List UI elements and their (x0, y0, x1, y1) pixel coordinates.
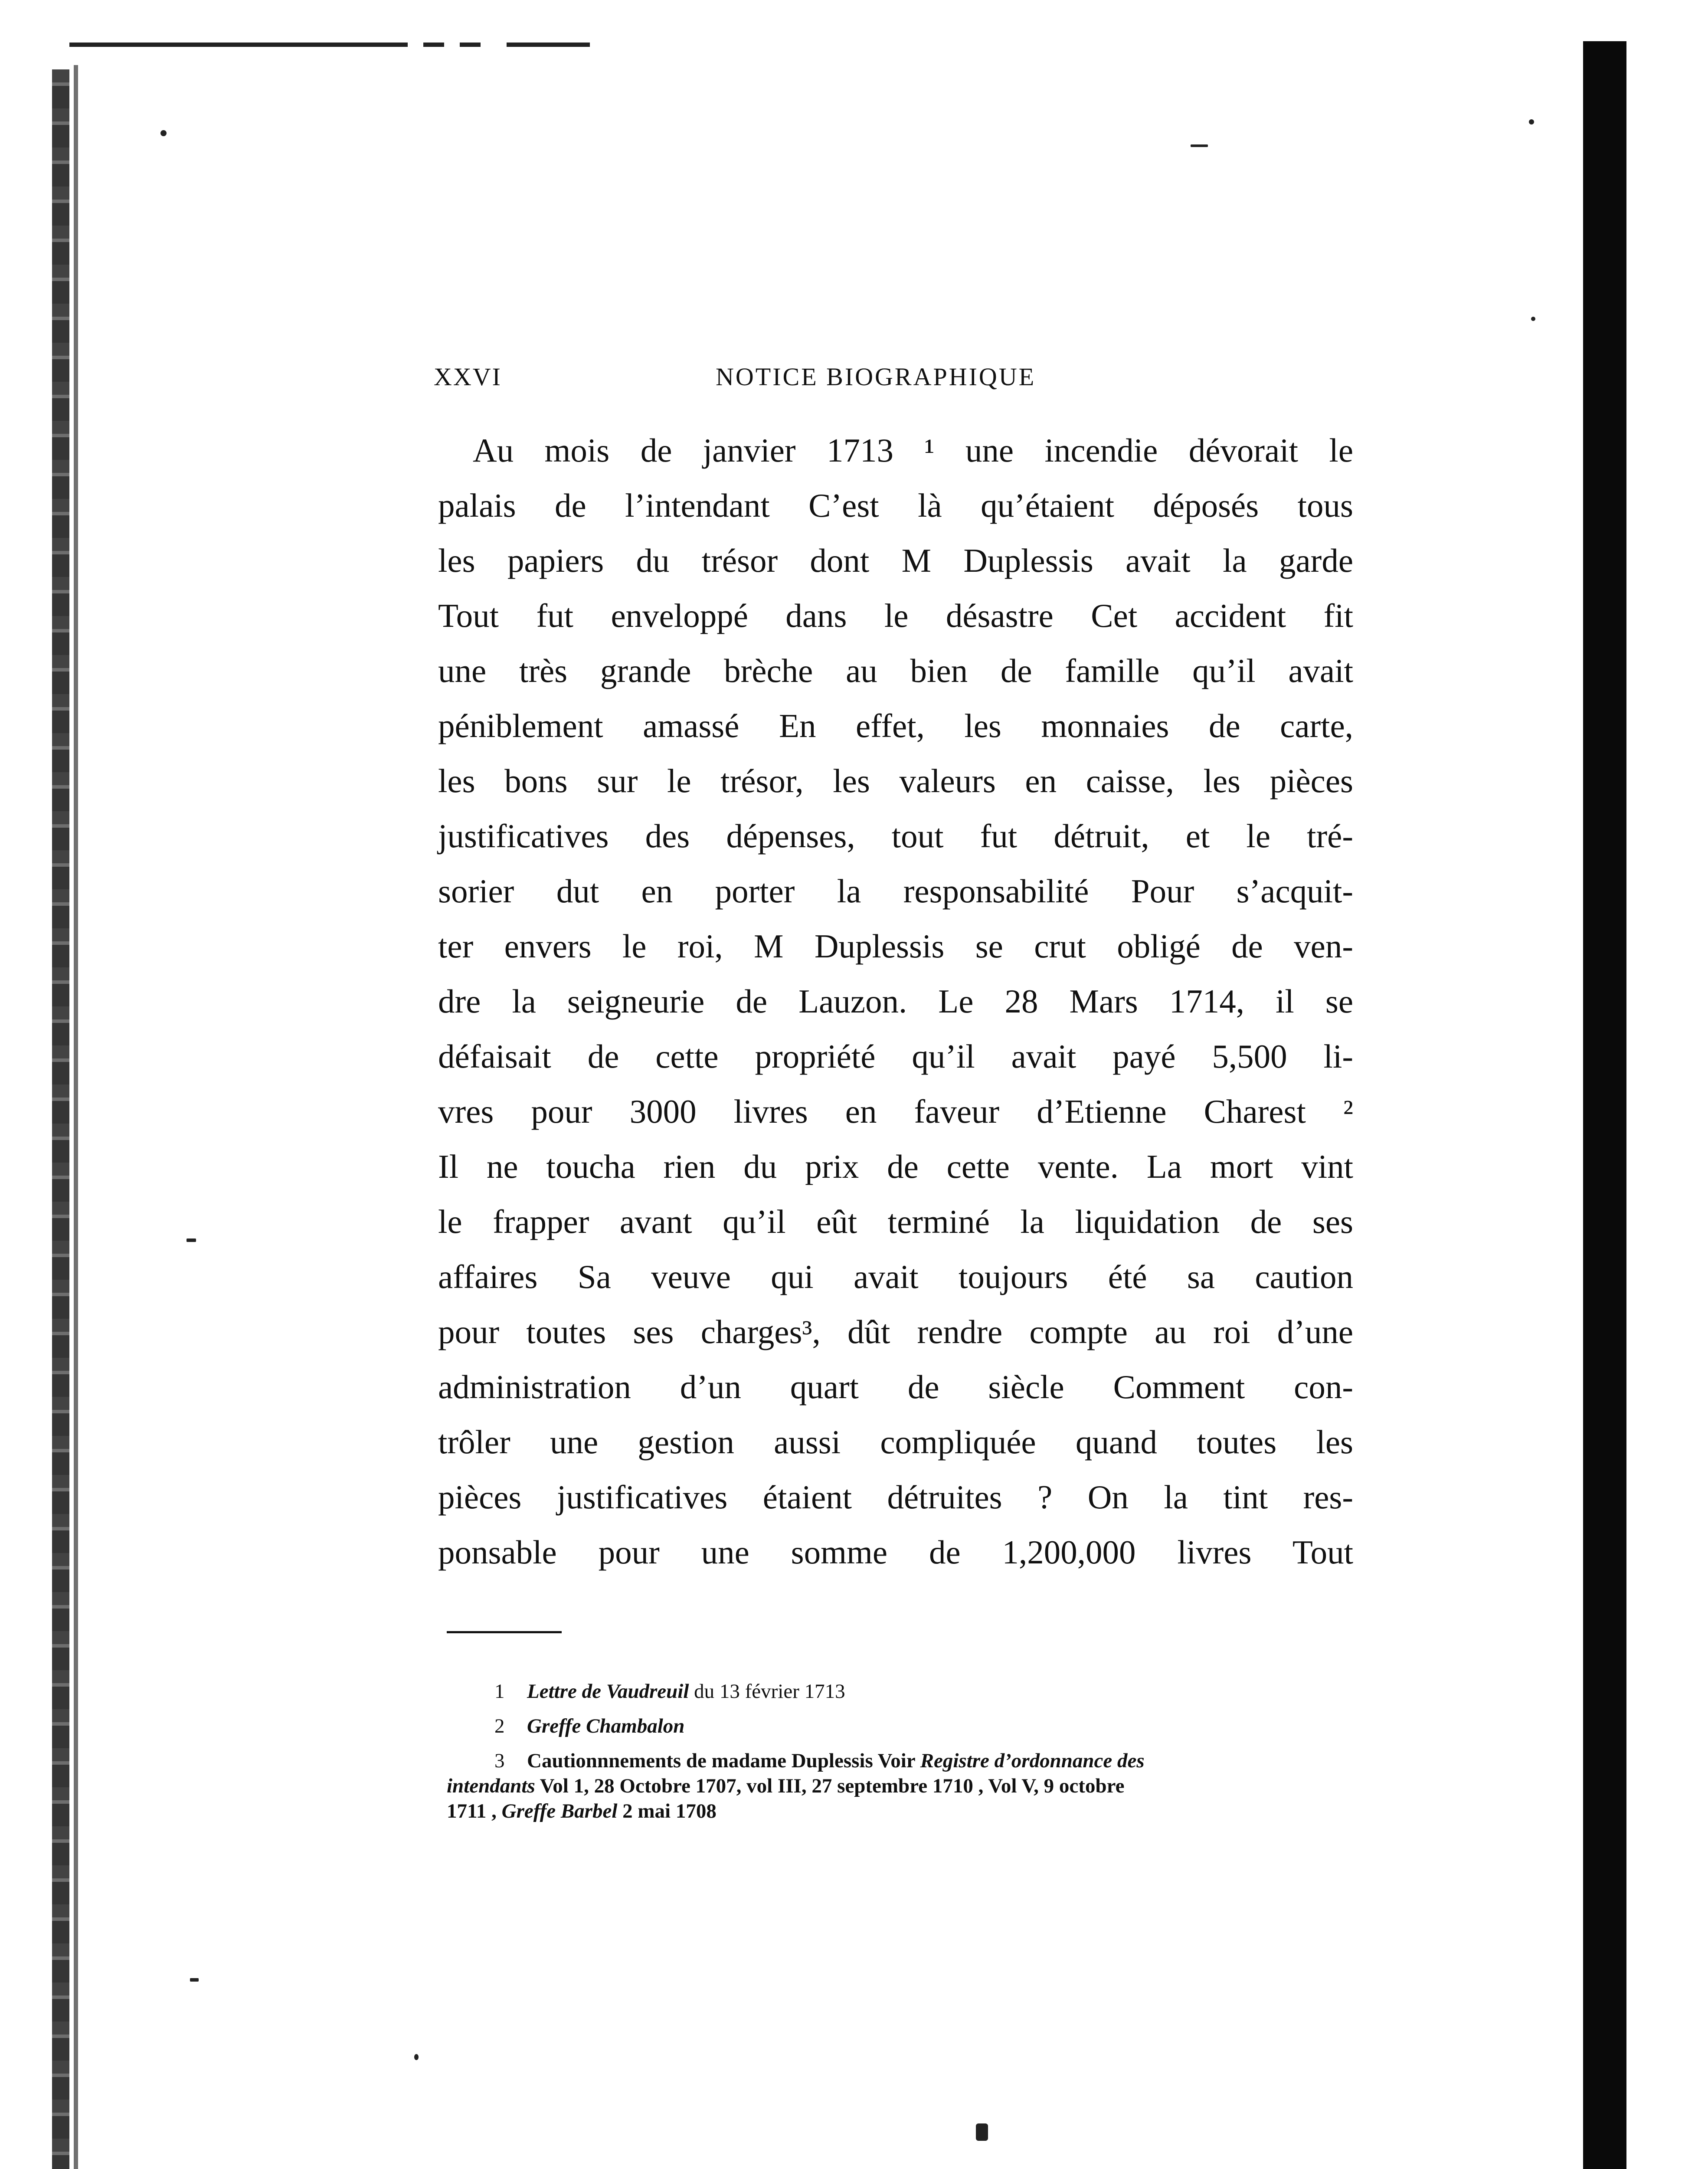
running-title: NOTICE BIOGRAPHIQUE (716, 363, 1036, 391)
footnote-continuation (447, 1799, 1362, 1824)
body-line: affaires Sa veuve qui avait toujours été sa caution (438, 1258, 1353, 1295)
scan-speck (1191, 144, 1208, 147)
scan-top-rule (69, 43, 590, 47)
footnote-continuation (447, 1773, 1362, 1799)
footnote-rule (447, 1631, 562, 1633)
body-line: péniblement amassé En effet, les monnaies de carte, (438, 707, 1353, 744)
body-line: Il ne toucha rien du prix de cette vente. La mort vint (438, 1148, 1353, 1185)
footnote-text: Registre d’ordonnance des (920, 1750, 1145, 1772)
body-text (438, 423, 1353, 1580)
running-head (434, 362, 1379, 393)
footnote (447, 1748, 1362, 1824)
scan-speck (414, 2054, 419, 2060)
body-line: ponsable pour une somme de 1,200,000 livres Tout (438, 1533, 1353, 1571)
body-line: dre la seigneurie de Lauzon. Le 28 Mars 1714, il se (438, 983, 1353, 1020)
body-line: Au mois de janvier 1713 ¹ une incendie dévorait le (473, 432, 1353, 469)
body-line: défaisait de cette propriété qu’il avait payé 5,500 li- (438, 1038, 1353, 1075)
body-line: les bons sur le trésor, les valeurs en caisse, les pièces (438, 762, 1353, 799)
footnote-text: intendants (447, 1775, 535, 1797)
body-line: pour toutes ses charges³, dût rendre compte au roi d’une (438, 1313, 1353, 1350)
page-number: XXVI (434, 363, 502, 391)
scan-speck (1531, 317, 1535, 321)
footnote-text: Vol 1, 28 Octobre 1707, vol III, 27 septembre 1710 , Vol V, 9 octobre (535, 1775, 1125, 1797)
body-line: les papiers du trésor dont M Duplessis avait la garde (438, 542, 1353, 579)
body-line: le frapper avant qu’il eût terminé la liquidation de ses (438, 1203, 1353, 1240)
scan-speck (1529, 119, 1534, 125)
body-line: Tout fut enveloppé dans le désastre Cet accident fit (438, 597, 1353, 634)
scan-speck (160, 130, 167, 136)
footnote-text: Greffe Barbel (501, 1800, 618, 1822)
scan-left-border (52, 69, 69, 2169)
body-line: pièces justificatives étaient détruites ? On la tint res- (438, 1478, 1353, 1516)
footnote-number: 2 (494, 1715, 505, 1737)
footnote (447, 1714, 1362, 1739)
scan-left-border-thin (74, 65, 78, 2169)
body-line: une très grande brèche au bien de famille qu’il avait (438, 652, 1353, 689)
body-line: justificatives des dépenses, tout fut détruit, et le tré- (438, 817, 1353, 855)
scan-speck (976, 2123, 988, 2141)
footnote (447, 1679, 1362, 1704)
scan-speck (190, 1978, 199, 1982)
body-line: sorier dut en porter la responsabilité Pour s’acquit- (438, 872, 1353, 910)
footnote-text: 2 mai 1708 (617, 1800, 717, 1822)
footnotes (447, 1679, 1362, 1833)
body-line: administration d’un quart de siècle Comment con- (438, 1368, 1353, 1406)
footnote-text: Cautionnnements de madame Duplessis Voir (527, 1750, 920, 1772)
footnote-text: du 13 février 1713 (689, 1680, 845, 1703)
body-line: trôler une gestion aussi compliquée quand toutes les (438, 1423, 1353, 1461)
body-line: ter envers le roi, M Duplessis se crut obligé de ven- (438, 927, 1353, 965)
footnote-number: 3 (494, 1750, 505, 1772)
scan-right-edge-bar (1583, 41, 1626, 2169)
footnote-text: Greffe Chambalon (527, 1715, 685, 1737)
scan-speck (187, 1238, 196, 1242)
footnote-number: 1 (494, 1680, 505, 1703)
body-line: palais de l’intendant C’est là qu’étaient déposés tous (438, 487, 1353, 524)
body-line: vres pour 3000 livres en faveur d’Etienne Charest ² (438, 1093, 1353, 1130)
footnote-text: 1711 , (447, 1800, 502, 1822)
footnote-text: Lettre de Vaudreuil (527, 1680, 689, 1703)
